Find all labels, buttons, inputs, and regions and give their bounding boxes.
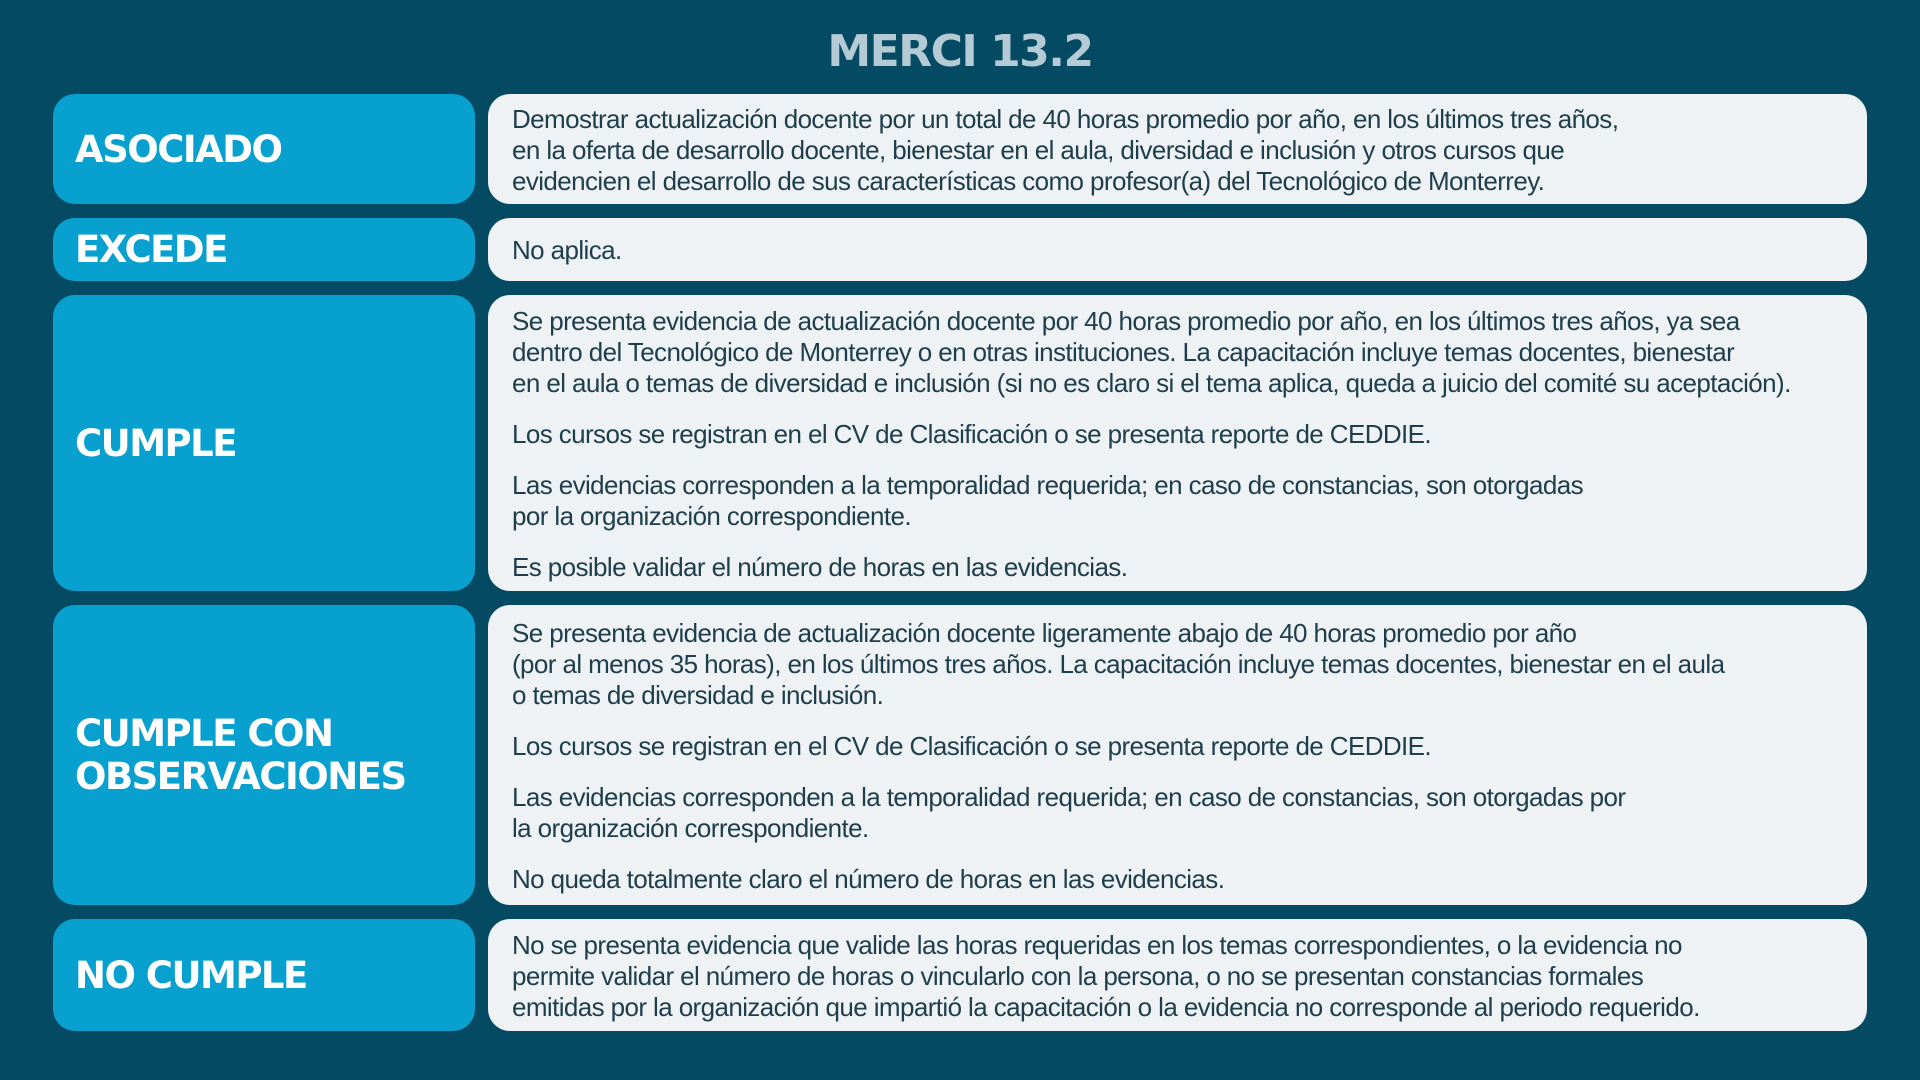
description-paragraph: No queda totalmente claro el número de horas en las evidencias. bbox=[512, 863, 1225, 894]
description-paragraph: Los cursos se registran en el CV de Clasificación o se presenta reporte de CEDDIE. bbox=[512, 730, 1432, 761]
description-paragraph: Las evidencias corresponden a la temporalidad requerida; en caso de constancias, son otorgadas por la organización correspondiente. bbox=[512, 469, 1583, 531]
description-paragraph: Demostrar actualización docente por un total de 40 horas promedio por año, en los últimos tres años, en la oferta de desarrollo docente, bienestar en el aula, diversidad e inclusión y otros cursos que evidencien el desarrollo de sus características como profesor(a) del Tecnológico de Monterrey. bbox=[512, 103, 1619, 196]
rubric-row-no-cumple bbox=[53, 919, 1867, 1031]
description-paragraph: Los cursos se registran en el CV de Clasificación o se presenta reporte de CEDDIE. bbox=[512, 418, 1432, 449]
rubric-description-cumple-con-observaciones bbox=[488, 605, 1867, 905]
rubric-label-cumple: CUMPLE bbox=[53, 295, 475, 591]
rubric-label-no-cumple: NO CUMPLE bbox=[53, 919, 475, 1031]
rubric-row-cumple bbox=[53, 295, 1867, 591]
rubric-description-excede bbox=[488, 218, 1867, 281]
description-paragraph: Se presenta evidencia de actualización docente ligeramente abajo de 40 horas promedio por año (por al menos 35 horas), en los últimos tres años. La capacitación incluye temas docentes, bienestar en el aula o temas de diversidad e inclusión. bbox=[512, 617, 1725, 710]
rubric-row-asociado bbox=[53, 94, 1867, 204]
description-paragraph: Es posible validar el número de horas en las evidencias. bbox=[512, 551, 1128, 582]
description-paragraph: No aplica. bbox=[512, 235, 622, 265]
rubric-table bbox=[53, 94, 1867, 1045]
description-paragraph: Se presenta evidencia de actualización docente por 40 horas promedio por año, en los últimos tres años, ya sea dentro del Tecnológico de Monterrey o en otras instituciones. La capacitación incluye temas docentes, bienestar en el aula o temas de diversidad e inclusión (si no es claro si el tema aplica, queda a juicio del comité su aceptación). bbox=[512, 305, 1791, 398]
rubric-label-cumple-con-observaciones: CUMPLE CON OBSERVACIONES bbox=[53, 605, 475, 905]
description-paragraph: No se presenta evidencia que valide las horas requeridas en los temas correspondientes, o la evidencia no permite validar el número de horas o vincularlo con la persona, o no se presentan constancias formales emitidas por la organización que impartió la capacitación o la evidencia no corresponde al periodo requerido. bbox=[512, 929, 1700, 1022]
rubric-description-asociado bbox=[488, 94, 1867, 204]
rubric-description-no-cumple bbox=[488, 919, 1867, 1031]
rubric-label-excede: EXCEDE bbox=[53, 218, 475, 281]
page-title: MERCI 13.2 bbox=[827, 26, 1093, 77]
rubric-description-cumple bbox=[488, 295, 1867, 591]
rubric-row-cumple-con-observaciones bbox=[53, 605, 1867, 905]
description-paragraph: Las evidencias corresponden a la temporalidad requerida; en caso de constancias, son otorgadas por la organización correspondiente. bbox=[512, 781, 1626, 843]
rubric-row-excede bbox=[53, 218, 1867, 281]
rubric-label-asociado: ASOCIADO bbox=[53, 94, 475, 204]
